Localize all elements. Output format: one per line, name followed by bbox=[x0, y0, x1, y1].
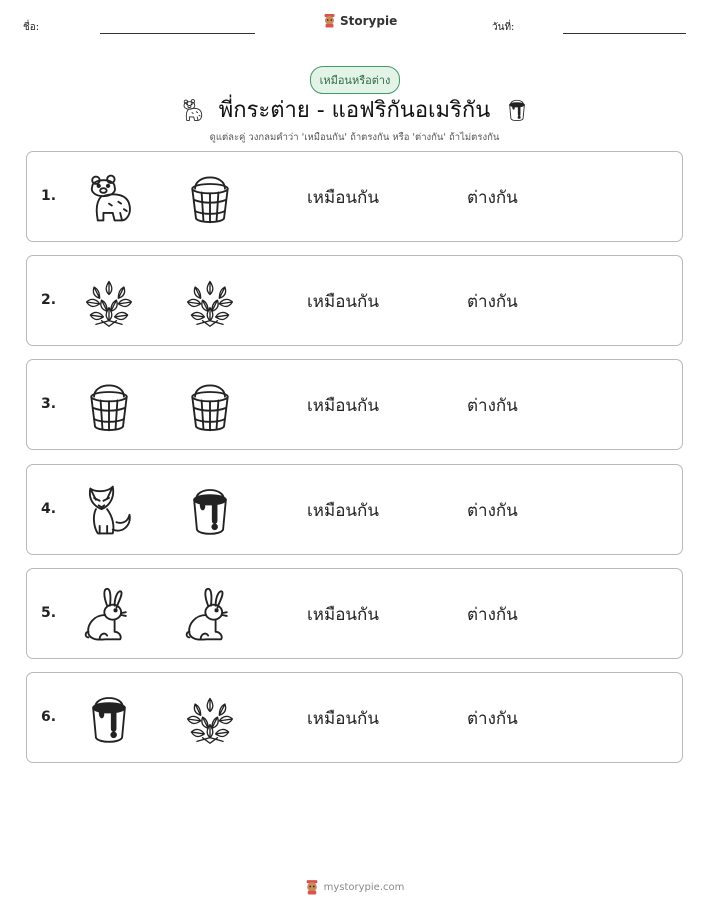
bush-icon bbox=[182, 274, 238, 330]
different-choice[interactable]: ต่างกัน bbox=[467, 396, 518, 417]
same-choice[interactable]: เหมือนกัน bbox=[307, 396, 379, 417]
question-row bbox=[26, 255, 683, 346]
question-number: 1. bbox=[41, 188, 57, 204]
bucket-icon bbox=[182, 378, 238, 434]
different-choice[interactable]: ต่างกัน bbox=[467, 604, 518, 625]
different-choice[interactable]: ต่างกัน bbox=[467, 292, 518, 313]
same-choice[interactable]: เหมือนกัน bbox=[307, 709, 379, 729]
footer-url[interactable]: mystorypie.com bbox=[323, 881, 405, 893]
rabbit-icon bbox=[182, 587, 238, 643]
storypie-mascot-icon bbox=[323, 13, 336, 28]
question-number: 2. bbox=[41, 292, 57, 309]
instructions: ดูแต่ละคู่ วงกลมคำว่า 'เหมือนกัน' ถ้าตรงกัน หรือ 'ต่างกัน' ถ้าไม่ตรงกัน bbox=[209, 132, 500, 143]
brand-logo bbox=[323, 13, 397, 28]
same-choice[interactable]: เหมือนกัน bbox=[307, 604, 379, 625]
bear-icon bbox=[81, 170, 137, 226]
paint-bucket-icon bbox=[81, 691, 137, 747]
same-choice[interactable]: เหมือนกัน bbox=[307, 500, 379, 521]
date-label: วันที่: bbox=[492, 22, 515, 33]
bush-icon bbox=[182, 691, 238, 747]
name-label: ชื่อ: bbox=[23, 22, 40, 33]
date-field-line[interactable] bbox=[563, 33, 686, 34]
question-row bbox=[26, 359, 683, 450]
bucket-icon bbox=[81, 378, 137, 434]
worksheet-type-badge: เหมือนหรือต่าง bbox=[310, 66, 400, 94]
different-choice[interactable]: ต่างกัน bbox=[467, 188, 518, 208]
name-field-line[interactable] bbox=[100, 33, 255, 34]
different-choice[interactable]: ต่างกัน bbox=[467, 709, 518, 729]
bush-icon bbox=[81, 274, 137, 330]
fox-icon bbox=[81, 483, 137, 539]
paint-bucket-icon bbox=[182, 483, 238, 539]
question-number: 5. bbox=[41, 604, 57, 621]
question-row bbox=[26, 568, 683, 659]
question-row bbox=[26, 672, 683, 763]
paint-bucket-icon bbox=[504, 96, 530, 124]
page-title: พี่กระต่าย - แอฟริกันอเมริกัน bbox=[218, 98, 491, 123]
question-row bbox=[26, 151, 683, 242]
bucket-icon bbox=[182, 170, 238, 226]
question-number: 3. bbox=[41, 396, 57, 413]
footer bbox=[0, 879, 709, 895]
different-choice[interactable]: ต่างกัน bbox=[467, 500, 518, 521]
same-choice[interactable]: เหมือนกัน bbox=[307, 188, 379, 208]
question-number: 6. bbox=[41, 709, 57, 725]
brand-name: Storypie bbox=[340, 13, 398, 28]
bear-icon bbox=[179, 96, 205, 124]
title-row bbox=[0, 92, 709, 127]
storypie-mascot-icon bbox=[305, 879, 319, 895]
question-row bbox=[26, 464, 683, 555]
rabbit-icon bbox=[81, 587, 137, 643]
same-choice[interactable]: เหมือนกัน bbox=[307, 292, 379, 313]
question-number: 4. bbox=[41, 500, 57, 517]
